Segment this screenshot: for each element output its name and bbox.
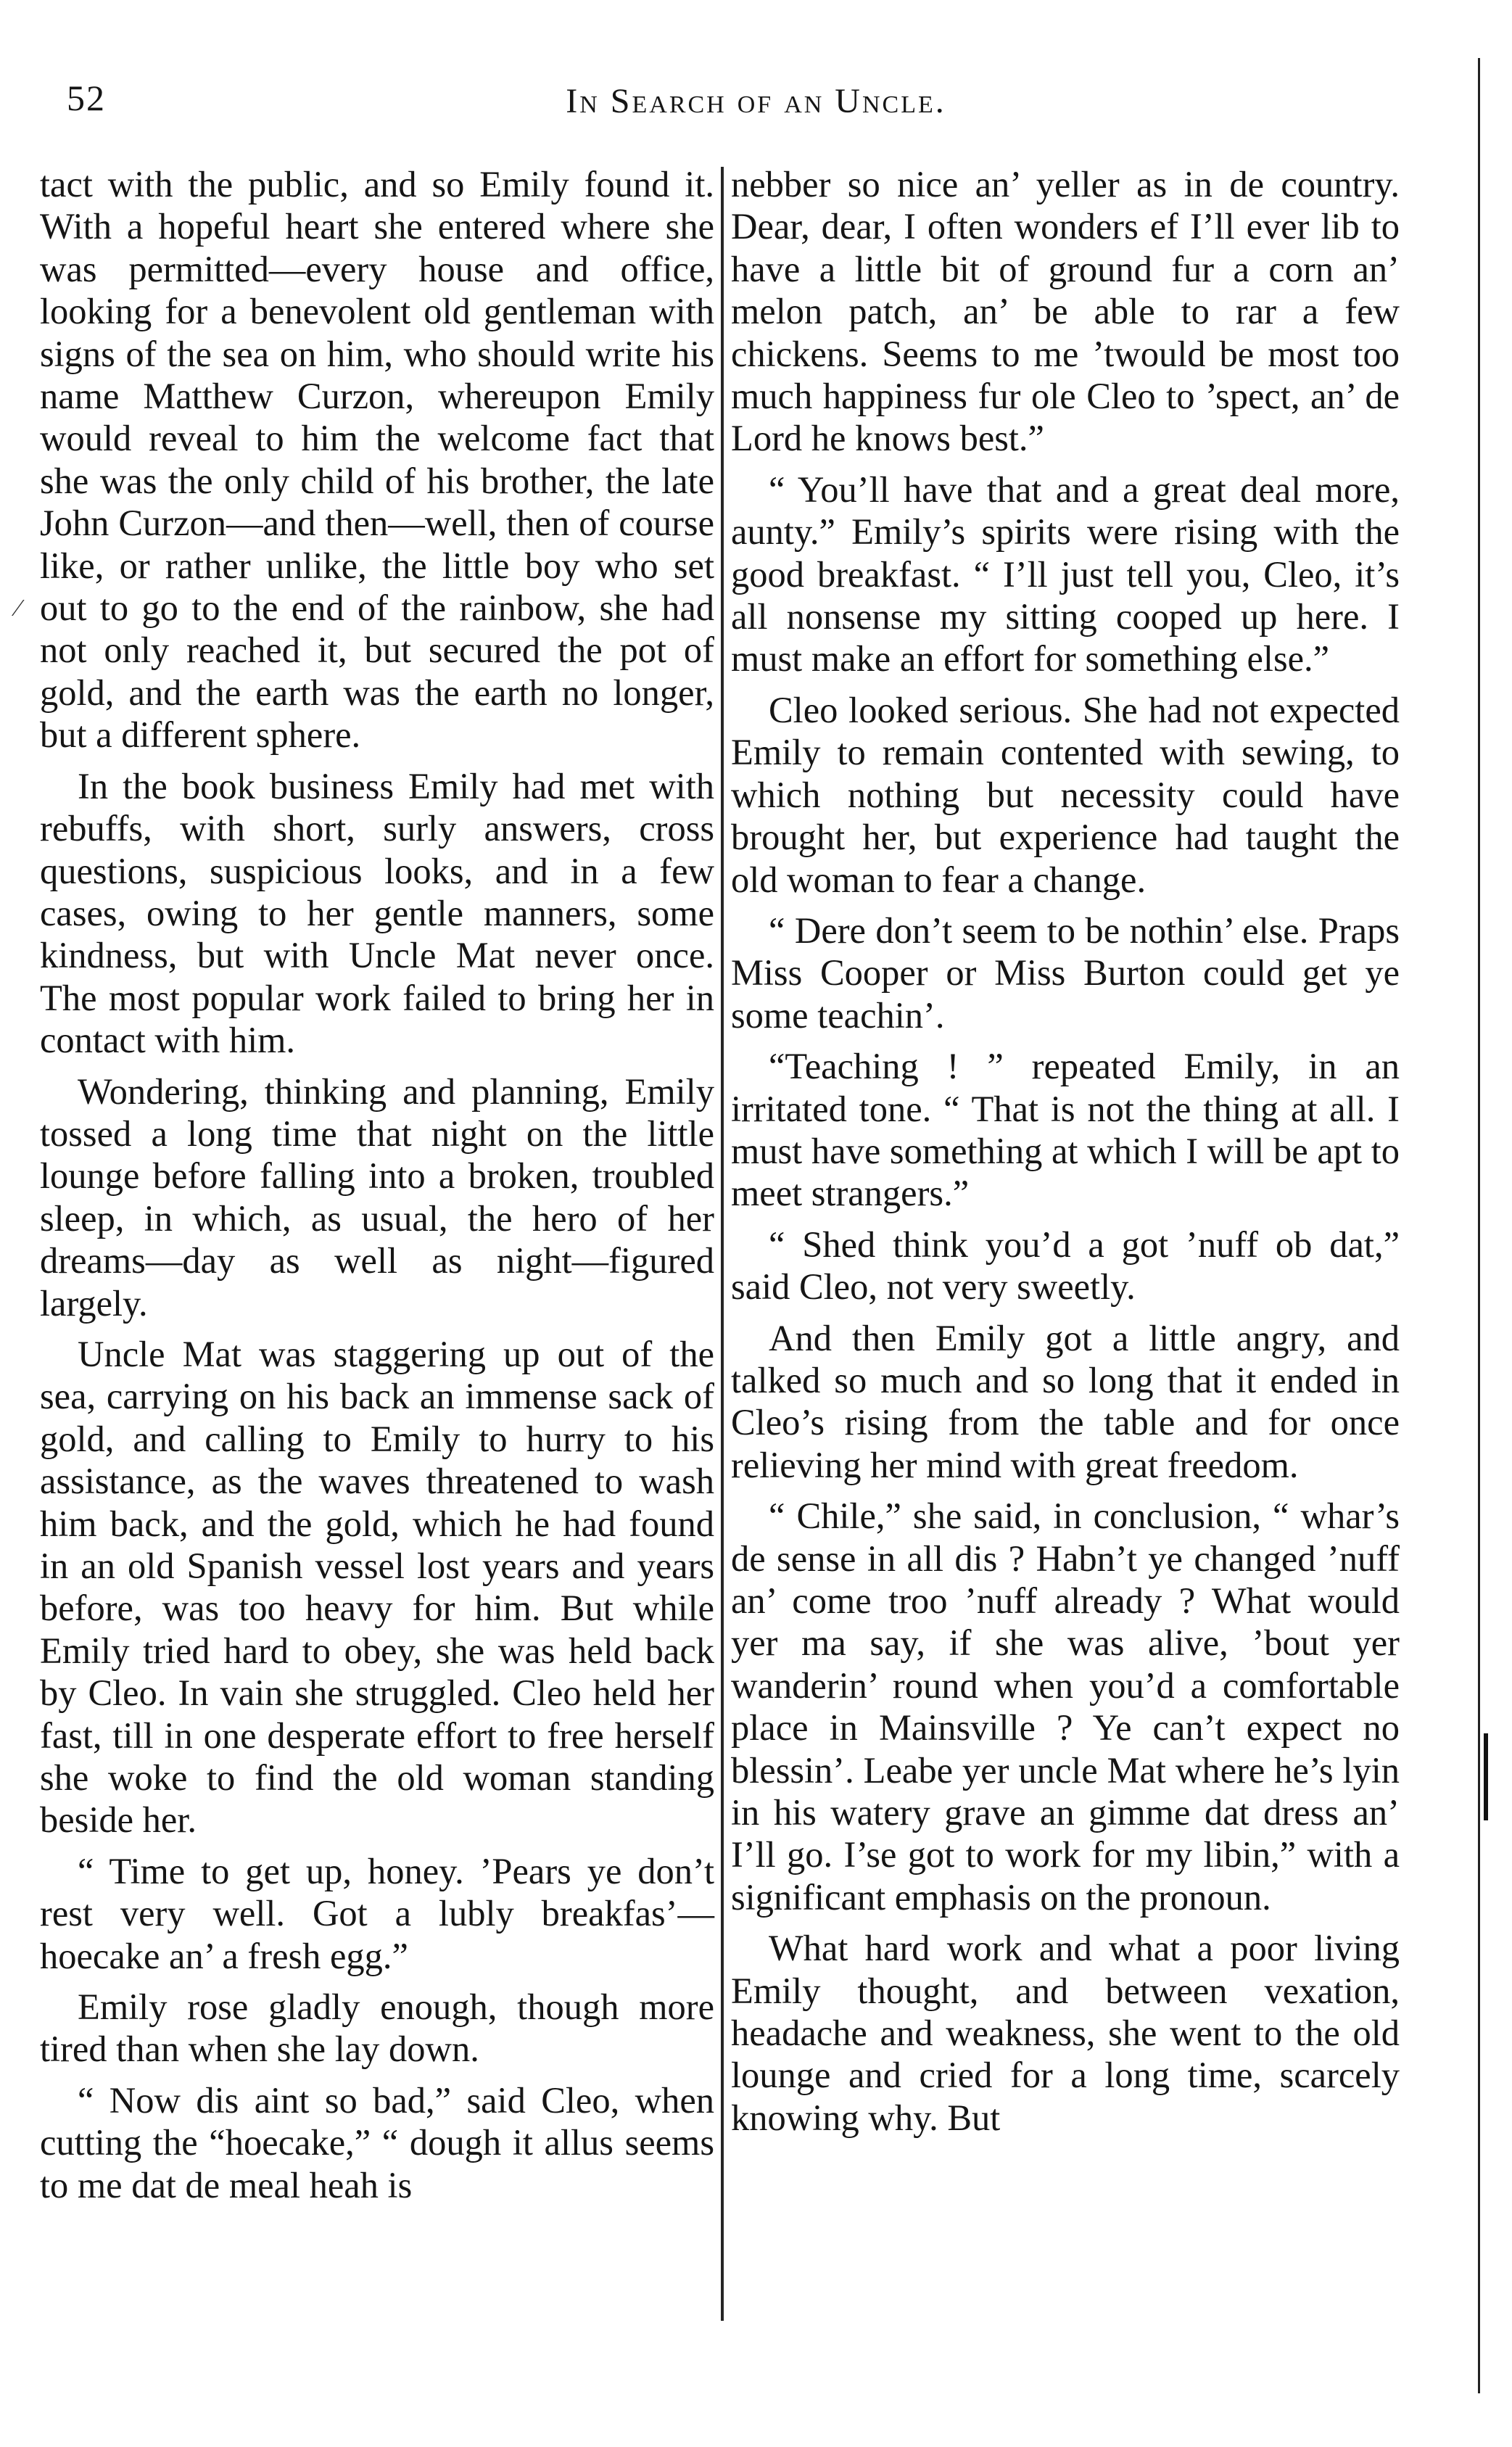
paragraph: Wondering, thinking and planning, Emily tossed a long time that night on the little lounge before falling into a broken, troubled sleep, in which, as usual, the hero of her dreams—day as well as night—figured largely. bbox=[40, 1070, 714, 1324]
running-head: In Search of an Uncle. bbox=[566, 82, 946, 120]
left-column bbox=[40, 163, 714, 2206]
paragraph: “ Time to get up, honey. ’Pears ye don’t rest very well. Got a lubly breakfas’—hoecake an’ a fresh egg.” bbox=[40, 1850, 714, 1976]
paragraph: What hard work and what a poor living Emily thought, and between vexation, headache and weakness, she went to the old lounge and cried for a long time, scarcely knowing why. But bbox=[731, 1928, 1400, 2138]
paragraph: Uncle Mat was staggering up out of the sea, carrying on his back an immense sack of gold, and calling to Emily to hurry to his assistance, as the waves threatened to wash him back, and the gold, which he had found in an old Spanish vessel lost years and years before, was too heavy for him. But while Emily tried hard to obey, she was held back by Cleo. In vain she struggled. Cleo held her fast, till in one desperate effort to free herself she woke to find the old woman standing beside her. bbox=[40, 1333, 714, 1841]
paragraph: In the book business Emily had met with rebuffs, with short, surly answers, cross questions, suspicious looks, and in a few cases, owing to her gentle manners, some kindness, but with Uncle Mat never once. The most popular work failed to bring her in contact with him. bbox=[40, 765, 714, 1061]
paragraph: “ Shed think you’d a got ’nuff ob dat,” said Cleo, not very sweetly. bbox=[731, 1224, 1400, 1308]
paragraph: And then Emily got a little angry, and talked so much and so long that it ended in Cleo’s rising from the table and for once relieving her mind with great freedom. bbox=[731, 1317, 1400, 1485]
paragraph: “ Chile,” she said, in conclusion, “ whar’s de sense in all dis ? Habn’t ye changed ’nuff an’ come troo ’nuff already ? What would yer ma say, if she was alive, ’bout yer wanderin’ round when you’d a comfortable place in Mainsville ? Ye can’t expect no blessin’. Leabe yer uncle Mat where he’s lyin in his watery grave an gimme dat dress an’ I’ll go. I’se got to work for my libin,” with a significant emphasis on the pronoun. bbox=[731, 1495, 1400, 1918]
page-edge-rule bbox=[1478, 58, 1480, 2393]
paragraph: “ Dere don’t seem to be nothin’ else. Praps Miss Cooper or Miss Burton could get ye some teachin’. bbox=[731, 909, 1400, 1036]
paragraph: tact with the public, and so Emily found it. With a hopeful heart she entered where she was permitted—every house and office, looking for a benevolent old gentleman with signs of the sea on him, who should write his name Matthew Curzon, whereupon Emily would reveal to him the welcome fact that she was the only child of his brother, the late John Curzon—and then—well, then of course like, or rather unlike, the little boy who set out to go to the end of the rainbow, she had not only reached it, but secured the pot of gold, and the earth was the earth no longer, but a different sphere. bbox=[40, 164, 714, 756]
paragraph: nebber so nice an’ yeller as in de country. Dear, dear, I often wonders ef I’ll ever lib to have a little bit of ground fur a corn an’ melon patch, an’ be able to rar a few chickens. Seems to me ’twould be most too much happiness fur ole Cleo to ’spect, an’ de Lord he knows best.” bbox=[731, 164, 1400, 459]
right-column bbox=[731, 163, 1400, 2139]
margin-mark: ⁄ bbox=[16, 595, 20, 622]
paragraph: Cleo looked serious. She had not expected Emily to remain contented with sewing, to which nothing but necessity could have brought her, but experience had taught the old woman to fear a change. bbox=[731, 689, 1400, 900]
page-number: 52 bbox=[67, 78, 106, 118]
paragraph: “ Now dis aint so bad,” said Cleo, when cutting the “hoecake,” “ dough it allus seems to me dat de meal heah is bbox=[40, 2079, 714, 2205]
page-edge-mark bbox=[1484, 1733, 1488, 1820]
paragraph: Emily rose gladly enough, though more tired than when she lay down. bbox=[40, 1986, 714, 2070]
paragraph: “Teaching ! ” repeated Emily, in an irritated tone. “ That is not the thing at all. I must have something at which I will be apt to meet strangers.” bbox=[731, 1046, 1400, 1214]
column-rule bbox=[721, 167, 724, 2321]
paragraph: “ You’ll have that and a great deal more, aunty.” Emily’s spirits were rising with the good breakfast. “ I’ll just tell you, Cleo, it’s all nonsense my sitting cooped up here. I must make an effort for something else.” bbox=[731, 469, 1400, 680]
